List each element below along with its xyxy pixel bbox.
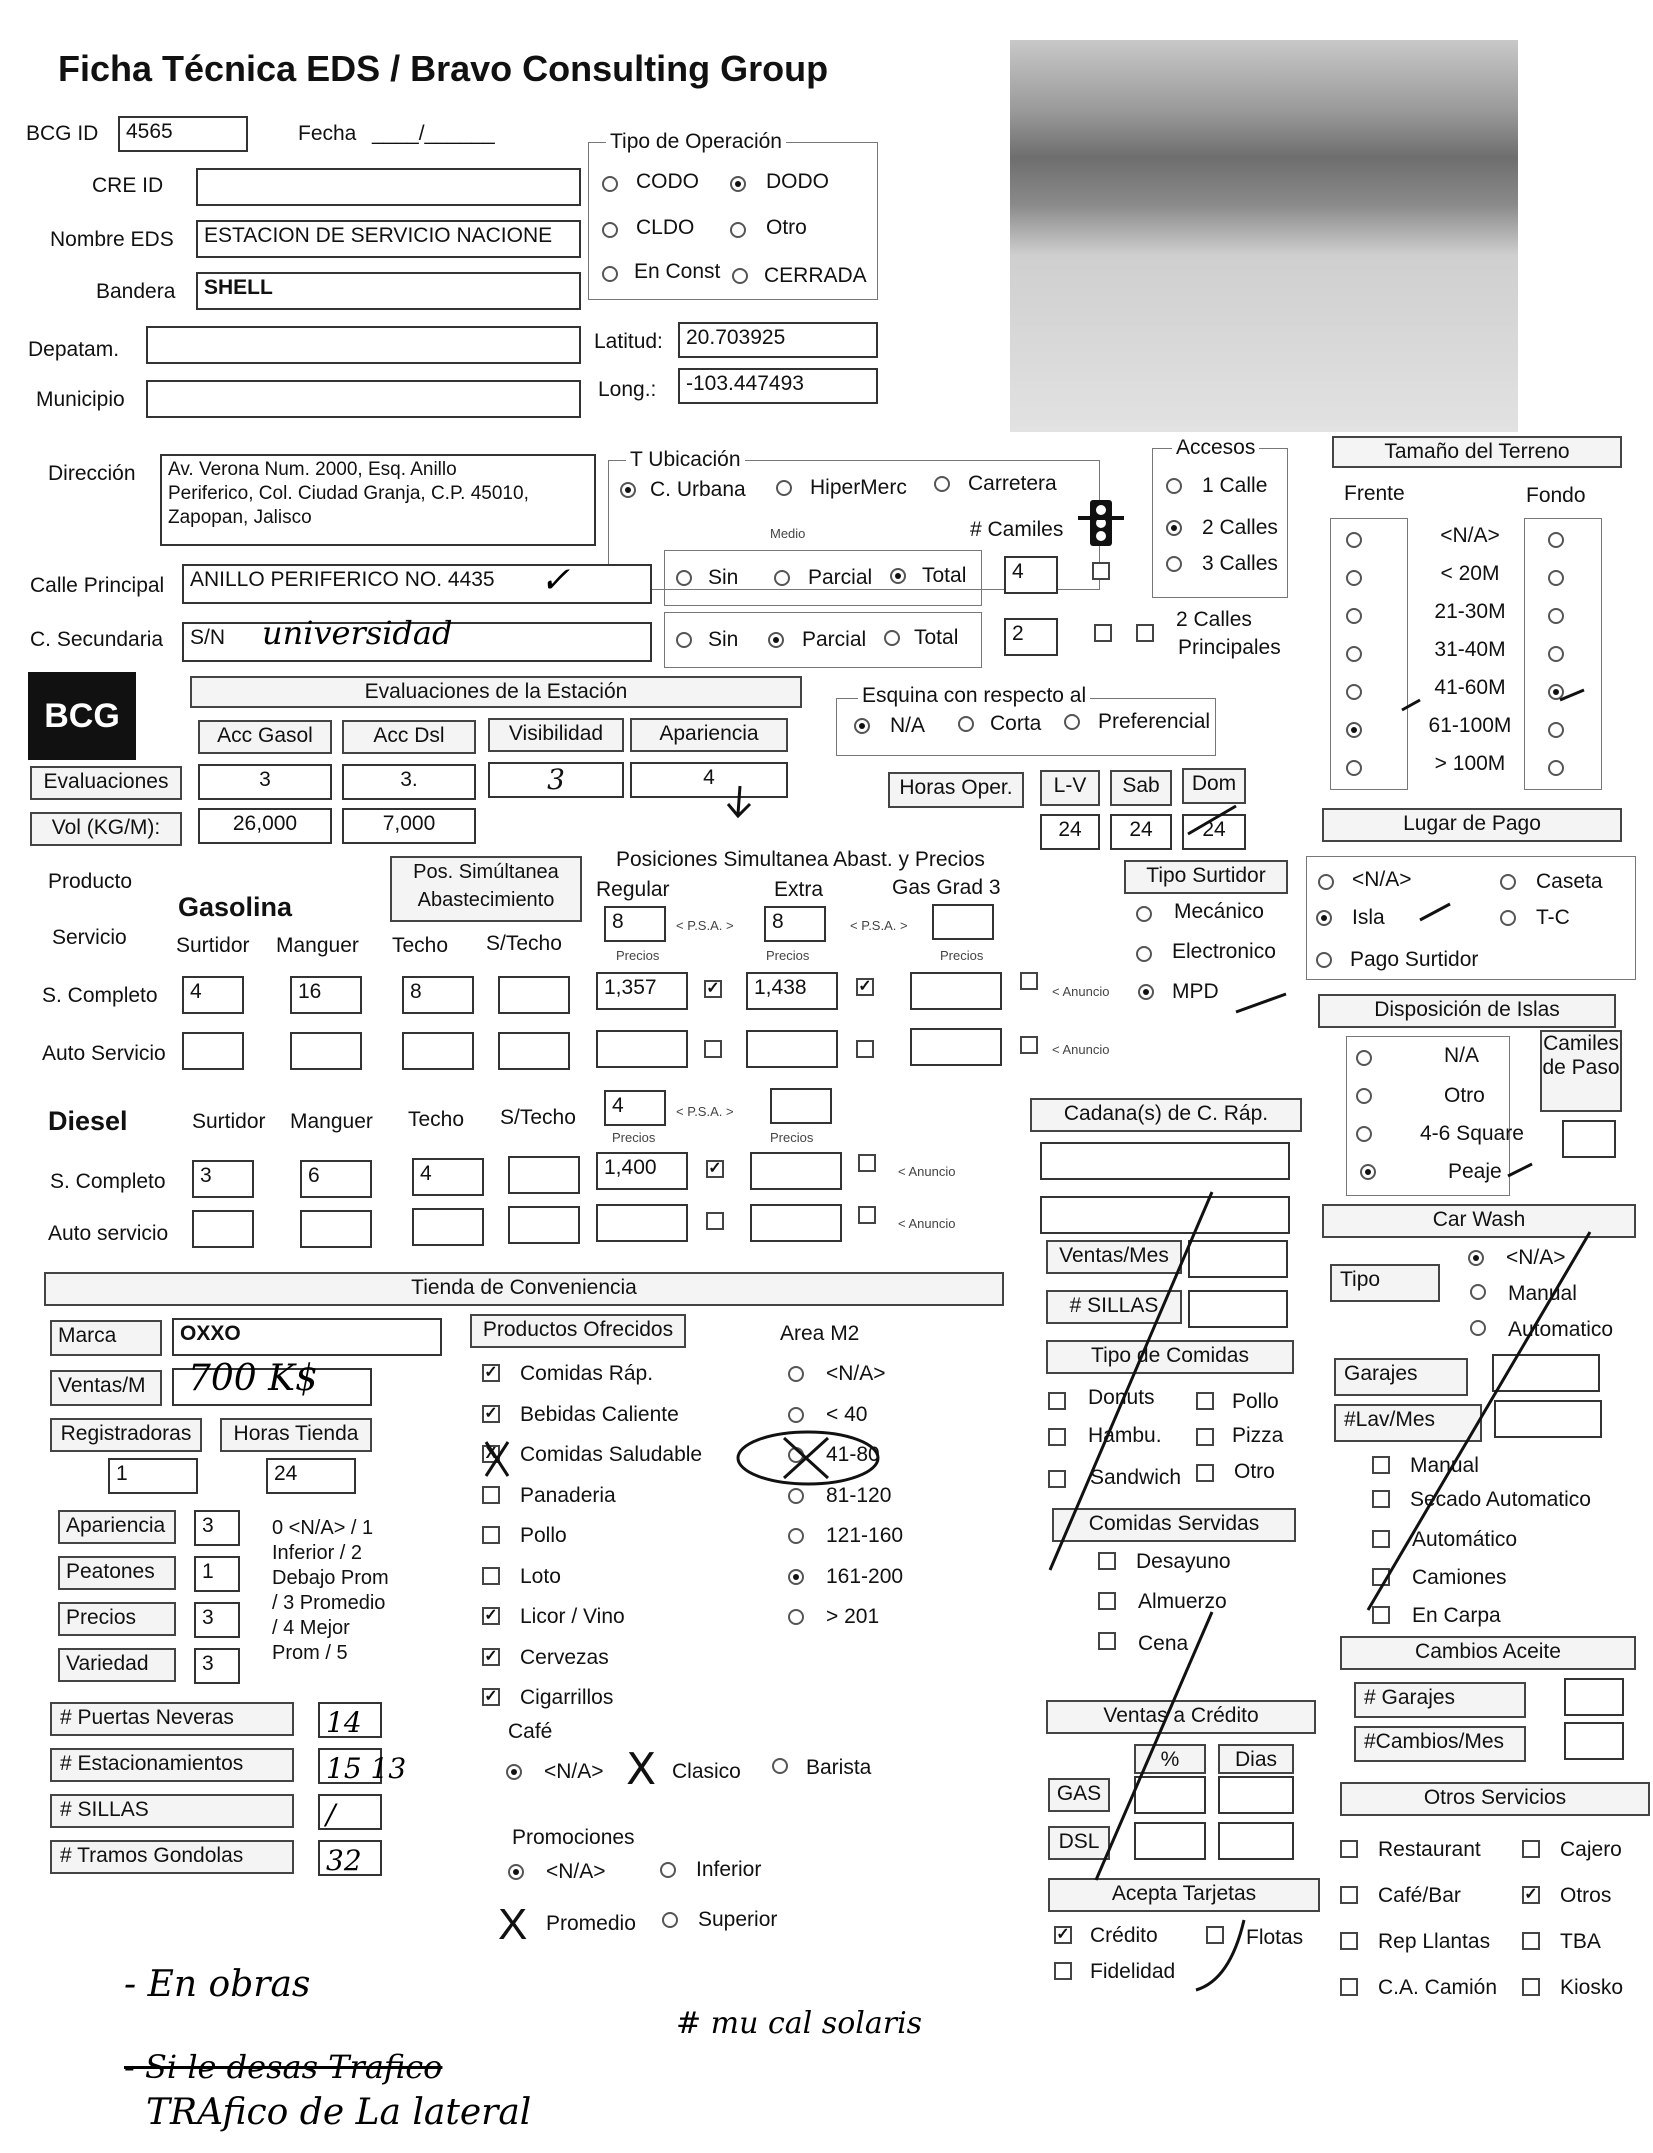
count-handwriting: / <box>326 1798 336 1831</box>
principal-num-field[interactable]: 4 <box>1004 556 1058 594</box>
otros-label: Otros <box>1560 1884 1612 1907</box>
area-label: 121-160 <box>826 1524 904 1547</box>
promo-inferior-label: Inferior <box>696 1858 762 1881</box>
producto-label: Comidas Saludable <box>520 1443 703 1466</box>
gas-as-label: Auto Servicio <box>42 1042 166 1065</box>
otros-label: Restaurant <box>1378 1838 1481 1861</box>
carwash-manual-label: Manual <box>1508 1282 1577 1305</box>
urbana-label: C. Urbana <box>650 478 746 501</box>
regular-label: Regular <box>596 878 670 901</box>
terreno-row-label: 41-60M <box>1434 676 1506 699</box>
cldo-label: CLDO <box>636 216 695 239</box>
rating-label: Variedad <box>58 1648 176 1682</box>
medio-label: Medio <box>770 526 806 541</box>
producto-label: Comidas Ráp. <box>520 1362 654 1385</box>
producto-label: Licor / Vino <box>520 1605 625 1628</box>
tienda-header: Tienda de Conveniencia <box>44 1272 1004 1306</box>
depto-label: Depatam. <box>28 338 120 361</box>
marca-field[interactable]: OXXO <box>172 1318 442 1356</box>
frente-label: Frente <box>1344 482 1405 505</box>
terreno-row-label: 31-40M <box>1434 638 1506 661</box>
disp-peaje-label: Peaje <box>1448 1160 1502 1183</box>
promo-promedio-label: Promedio <box>546 1912 636 1935</box>
rating-value[interactable]: 3 <box>194 1602 240 1638</box>
precios-label-extra: Precios <box>766 948 810 963</box>
accesos-label: Accesos <box>1172 436 1259 460</box>
pago-surtidor-label: Pago Surtidor <box>1350 948 1479 971</box>
tc-label: T-C <box>1536 906 1570 929</box>
cadena-header: Cadana(s) de C. Ráp. <box>1030 1098 1302 1132</box>
dsl-sc-label: S. Completo <box>50 1170 166 1193</box>
producto-label: Loto <box>520 1564 561 1588</box>
dsl-price[interactable]: 1,400 <box>596 1152 688 1190</box>
cafe-na-label: <N/A> <box>544 1760 604 1783</box>
anuncio-label: < Anuncio <box>1052 984 1110 999</box>
calle-secundaria-label: C. Secundaria <box>30 628 164 651</box>
esquina-preferencial-label: Preferencial <box>1098 710 1211 733</box>
direccion-line: Zapopan, Jalisco <box>168 507 312 528</box>
dsl-as-label: Auto servicio <box>48 1222 169 1245</box>
ubicacion-label: T Ubicación <box>626 448 745 472</box>
2-calles-principales-label: 2 Calles <box>1176 608 1252 631</box>
cw-automatico-label: Automático <box>1412 1528 1518 1551</box>
count-handwriting: 32 <box>326 1844 362 1877</box>
cambios-mes-label: #Cambios/Mes <box>1354 1726 1526 1762</box>
comidas-servidas-header: Comidas Servidas <box>1052 1508 1296 1542</box>
dsl-as-anuncio-label: < Anuncio <box>898 1216 956 1231</box>
sillas-label: # SILLAS <box>1046 1290 1182 1324</box>
promo-label: Promociones <box>512 1826 635 1849</box>
producto-label: Pollo <box>520 1524 567 1547</box>
count-label: # Tramos Gondolas <box>50 1840 294 1874</box>
cambios-garajes-label: # Garajes <box>1354 1682 1526 1718</box>
hipermerc-label: HiperMerc <box>810 476 907 499</box>
scale-line: Inferior / 2 <box>272 1542 363 1564</box>
servicio-label: Servicio <box>52 926 127 949</box>
dsl-price-checkbox[interactable]: ✓ <box>706 1160 724 1178</box>
cw-camiones-label: Camiones <box>1412 1566 1507 1589</box>
gasolina-title: Gasolina <box>178 892 293 922</box>
price-extra-checkbox[interactable]: ✓ <box>856 978 874 996</box>
long-label: Long.: <box>598 378 657 401</box>
producto-label: Producto <box>48 870 133 893</box>
ventas-m-label: Ventas/M <box>50 1370 162 1406</box>
dsl-sc-techo[interactable]: 4 <box>412 1158 484 1196</box>
eval-acc-gasol[interactable]: 3 <box>198 764 332 800</box>
bcg-id-field[interactable]: 4565 <box>118 116 248 152</box>
cerrada-label: CERRADA <box>764 264 867 287</box>
apariencia-header: Apariencia <box>630 718 788 752</box>
horas-lv[interactable]: 24 <box>1040 814 1100 850</box>
principal-total-label: Total <box>922 564 967 587</box>
horas-sab-header: Sab <box>1110 770 1172 806</box>
eval-acc-dsl[interactable]: 3. <box>342 764 476 800</box>
count-label: # Puertas Neveras <box>50 1702 294 1736</box>
dsl-stecho-col: S/Techo <box>500 1106 576 1129</box>
note-trafico-struck: - Si le desas Trafico <box>124 2048 443 2086</box>
diesel-title: Diesel <box>48 1106 128 1136</box>
disp-na-label: N/A <box>1444 1044 1480 1067</box>
precios-label-regular: Precios <box>616 948 660 963</box>
mecanico-label: Mecánico <box>1174 900 1264 923</box>
dsl-precios-label: Precios <box>612 1130 656 1145</box>
ventas-mes-label: Ventas/Mes <box>1046 1240 1182 1274</box>
terreno-row-label: 21-30M <box>1434 600 1506 623</box>
calle-principal-field[interactable]: ANILLO PERIFERICO NO. 4435 <box>182 564 652 604</box>
tipo-comidas-header: Tipo de Comidas <box>1046 1340 1294 1374</box>
acc-dsl-header: Acc Dsl <box>342 720 476 754</box>
dsl-psa-arrow: < P.S.A. > <box>676 1104 734 1119</box>
mpd-label: MPD <box>1172 980 1219 1003</box>
direccion-line: Av. Verona Num. 2000, Esq. Anillo <box>168 459 457 480</box>
cw-carpa-label: En Carpa <box>1412 1604 1501 1627</box>
posiciones-title: Posiciones Simultanea Abast. y Precios <box>616 848 985 871</box>
registradoras-field[interactable]: 1 <box>108 1458 198 1494</box>
credito-gas-label: GAS <box>1048 1778 1110 1812</box>
secundaria-num-field[interactable]: 2 <box>1004 618 1058 656</box>
carretera-label: Carretera <box>968 472 1057 495</box>
psa-extra[interactable]: 8 <box>764 906 826 942</box>
tarjeta-credito-label: Crédito <box>1090 1924 1158 1947</box>
credito-dias: Dias <box>1218 1744 1294 1774</box>
area-label: Area M2 <box>780 1322 860 1345</box>
vol-dsl[interactable]: 7,000 <box>342 808 476 844</box>
gas-sc-label: S. Completo <box>42 984 158 1007</box>
scale-line: Prom / 5 <box>272 1642 348 1664</box>
nombre-label: Nombre EDS <box>50 228 174 251</box>
otro-label: Otro <box>766 216 807 239</box>
fecha-label: Fecha <box>298 122 357 145</box>
dsl-techo-col: Techo <box>408 1108 465 1131</box>
cena-label: Cena <box>1138 1632 1189 1655</box>
tarjeta-credito-checkbox[interactable]: ✓ <box>1054 1926 1072 1944</box>
garajes-label: Garajes <box>1334 1358 1468 1396</box>
price-regular-checkbox[interactable]: ✓ <box>704 980 722 998</box>
rating-value[interactable]: 3 <box>194 1510 240 1546</box>
horas-tienda-label: Horas Tienda <box>220 1418 372 1452</box>
area-label: < 40 <box>826 1402 868 1426</box>
cafe-barista-label: Barista <box>806 1756 872 1779</box>
lav-mes-label: #Lav/Mes <box>1334 1404 1482 1442</box>
cafe-label: Café <box>508 1720 553 1743</box>
eval-visibilidad[interactable]: 3 <box>488 762 624 798</box>
producto-checkbox[interactable]: ✓ <box>482 1405 500 1423</box>
dsl-manguer-col: Manguer <box>290 1110 373 1133</box>
disposicion-header: Disposición de Islas <box>1318 994 1616 1028</box>
codo-label: CODO <box>636 170 699 193</box>
producto-label: Bebidas Caliente <box>520 1402 679 1426</box>
productos-header: Productos Ofrecidos <box>470 1314 686 1348</box>
promo-promedio-x-mark[interactable]: X <box>498 1900 528 1949</box>
producto-checkbox[interactable]: ✓ <box>482 1688 500 1706</box>
terreno-row-label: > 100M <box>1434 752 1506 775</box>
count-handwriting: 14 <box>326 1706 362 1739</box>
area-label: <N/A> <box>826 1362 886 1385</box>
disp-square-label: 4-6 Square <box>1420 1122 1524 1145</box>
direccion-label: Dirección <box>48 462 136 485</box>
municipio-label: Municipio <box>36 388 125 411</box>
otros-label: Kiosko <box>1560 1976 1624 1999</box>
nombre-field[interactable]: ESTACION DE SERVICIO NACIONE <box>196 220 581 258</box>
terreno-row-label: <N/A> <box>1440 524 1500 547</box>
gas-sc-techo[interactable]: 8 <box>402 976 474 1014</box>
acc-gasol-header: Acc Gasol <box>198 720 332 754</box>
principal-sin-label: Sin <box>708 566 739 589</box>
psa-regular[interactable]: 8 <box>604 906 666 942</box>
price-extra[interactable]: 1,438 <box>746 972 838 1010</box>
credito-dsl-label: DSL <box>1048 1826 1110 1860</box>
cre-label: CRE ID <box>92 174 164 197</box>
as-anuncio-label: < Anuncio <box>1052 1042 1110 1057</box>
bcg-logo: BCG <box>28 672 136 760</box>
donuts-label: Donuts <box>1088 1386 1155 1409</box>
dsl-sc-manguer[interactable]: 6 <box>300 1160 372 1198</box>
area-label: 81-120 <box>826 1483 892 1507</box>
eval-apariencia[interactable]: 4 <box>630 762 788 798</box>
dsl-anuncio-label: < Anuncio <box>898 1164 956 1179</box>
producto-checkbox[interactable]: X <box>482 1445 500 1463</box>
2-calles-principales-label2: Principales <box>1178 636 1281 659</box>
otros-label: Café/Bar <box>1378 1884 1461 1907</box>
producto-checkbox[interactable]: ✓ <box>482 1364 500 1382</box>
direccion-line: Periferico, Col. Ciudad Granja, C.P. 45010, <box>168 483 529 504</box>
camiles-de-paso: Camiles de Paso <box>1540 1030 1622 1112</box>
gas-sc-manguer[interactable]: 16 <box>290 976 362 1014</box>
registradoras-label: Registradoras <box>50 1418 202 1452</box>
sandwich-label: Sandwich <box>1090 1466 1182 1489</box>
calle-principal-label: Calle Principal <box>30 574 165 597</box>
camiles-label: # Camiles <box>970 518 1064 541</box>
dodo-label: DODO <box>766 170 829 193</box>
rating-value[interactable]: 3 <box>194 1648 240 1684</box>
scale-line: 0 <N/A> / 1 <box>272 1517 374 1539</box>
lugar-pago-header: Lugar de Pago <box>1322 808 1622 842</box>
count-handwriting: 15 13 <box>326 1752 407 1785</box>
producto-checkbox[interactable]: ✓ <box>482 1648 500 1666</box>
note-en-obras: - En obras <box>124 1964 311 2005</box>
vol-row-label: Vol (KG/M): <box>30 812 182 846</box>
cafe-clasico-x-mark[interactable]: X <box>626 1744 657 1795</box>
area-label: 41-80 <box>826 1443 880 1466</box>
tipo-operacion-label: Tipo de Operación <box>606 130 786 154</box>
1-calle-label: 1 Calle <box>1202 474 1268 497</box>
gas-techo-col: Techo <box>392 934 449 957</box>
secundaria-parcial-label: Parcial <box>802 628 867 651</box>
check-mark: ✓ <box>540 560 571 601</box>
esquina-corta-label: Corta <box>990 712 1042 735</box>
pago-na-label: <N/A> <box>1352 868 1412 891</box>
scale-line: / 4 Mejor <box>272 1617 350 1639</box>
almuerzo-label: Almuerzo <box>1138 1590 1227 1613</box>
lat-field[interactable]: 20.703925 <box>678 322 878 358</box>
carwash-na-label: <N/A> <box>1506 1246 1566 1269</box>
long-field[interactable]: -103.447493 <box>678 368 878 404</box>
count-label: # SILLAS <box>50 1794 294 1828</box>
horas-oper-label: Horas Oper. <box>888 772 1024 808</box>
rating-label: Peatones <box>58 1556 176 1590</box>
note-trafico-lateral: TRAfico de La lateral <box>146 2092 532 2133</box>
bandera-field[interactable]: SHELL <box>196 272 581 310</box>
electronico-label: Electronico <box>1172 940 1276 963</box>
price-regular[interactable]: 1,357 <box>596 972 688 1010</box>
isla-label: Isla <box>1352 906 1385 929</box>
otros-label: Cajero <box>1560 1838 1622 1861</box>
dsl-surtidor-col: Surtidor <box>192 1110 266 1133</box>
otros-header: Otros Servicios <box>1340 1782 1650 1816</box>
otros-label: TBA <box>1560 1930 1601 1953</box>
scale-line: Debajo Prom <box>272 1567 389 1589</box>
otros-label: Rep Llantas <box>1378 1930 1491 1953</box>
horas-sab[interactable]: 24 <box>1110 814 1172 850</box>
cambios-header: Cambios Aceite <box>1340 1636 1636 1670</box>
evaluaciones-title: Evaluaciones de la Estación <box>190 676 802 708</box>
pizza-label: Pizza <box>1232 1424 1284 1447</box>
tarjeta-fidelidad-label: Fidelidad <box>1090 1960 1176 1983</box>
fecha-field[interactable]: ____/______ <box>372 122 495 145</box>
carwash-tipo-label: Tipo <box>1330 1264 1440 1302</box>
producto-label: Cervezas <box>520 1645 609 1669</box>
2-calles-label: 2 Calles <box>1202 516 1278 539</box>
desayuno-label: Desayuno <box>1136 1550 1231 1573</box>
horas-dom-header: Dom <box>1182 768 1246 804</box>
esquina-label: Esquina con respecto al <box>858 684 1090 708</box>
area-label: 161-200 <box>826 1564 904 1588</box>
producto-label: Cigarrillos <box>520 1686 614 1709</box>
terreno-row-label: 61-100M <box>1428 714 1512 737</box>
count-label: # Estacionamientos <box>50 1748 294 1782</box>
promo-na-label: <N/A> <box>546 1860 606 1883</box>
gas-stecho-col: S/Techo <box>486 932 562 955</box>
bandera-label: Bandera <box>96 280 176 303</box>
otros-label: C.A. Camión <box>1378 1976 1498 1999</box>
page-title: Ficha Técnica EDS / Bravo Consulting Group <box>58 48 829 89</box>
cw-secado-label: Secado Automatico <box>1410 1488 1591 1511</box>
producto-label: Panaderia <box>520 1483 616 1507</box>
gas-sc-surtidor[interactable]: 4 <box>182 976 244 1014</box>
psa-arrow-regular: < P.S.A. > <box>676 918 734 933</box>
disp-otro-label: Otro <box>1444 1084 1485 1107</box>
tarjetas-header: Acepta Tarjetas <box>1048 1878 1320 1912</box>
cw-manual-label: Manual <box>1410 1454 1479 1477</box>
esquina-na-label: N/A <box>890 714 926 737</box>
bcg-id-label: BCG ID <box>26 122 99 145</box>
ventas-m-handwriting: 700 K$ <box>188 1358 318 1399</box>
otro-comida-label: Otro <box>1234 1460 1275 1483</box>
terreno-header: Tamaño del Terreno <box>1332 436 1622 468</box>
tipo-surtidor-header: Tipo Surtidor <box>1124 860 1288 894</box>
calle-secundaria-handwriting: universidad <box>262 614 453 652</box>
3-calles-label: 3 Calles <box>1202 552 1278 575</box>
lat-label: Latitud: <box>594 330 663 353</box>
area-label: > 201 <box>826 1605 880 1628</box>
precios-label-grad3: Precios <box>940 948 984 963</box>
gas-grad3-label: Gas Grad 3 <box>892 876 1001 899</box>
evaluaciones-row-label: Evaluaciones <box>30 766 182 800</box>
terreno-row-label: < 20M <box>1440 562 1500 585</box>
horas-lv-header: L-V <box>1040 770 1100 806</box>
horas-tienda-field[interactable]: 24 <box>266 1458 356 1494</box>
rating-value[interactable]: 1 <box>194 1556 240 1592</box>
pollo-label: Pollo <box>1232 1390 1279 1413</box>
marca-label: Marca <box>50 1320 162 1356</box>
vol-gasol[interactable]: 26,000 <box>198 808 332 844</box>
secundaria-sin-label: Sin <box>708 628 739 651</box>
rating-label: Precios <box>58 1602 176 1636</box>
principal-parcial-label: Parcial <box>808 566 873 589</box>
otros-checkbox[interactable]: ✓ <box>1522 1886 1540 1904</box>
fondo-label: Fondo <box>1526 484 1586 507</box>
hambu-label: Hambu. <box>1088 1424 1162 1447</box>
dsl-precios-label-2: Precios <box>770 1130 814 1145</box>
scale-line: / 3 Promedio <box>272 1592 386 1614</box>
tarjeta-flotas-label: Flotas <box>1246 1926 1304 1949</box>
pos-simultanea-header: Pos. Simúltanea Abastecimiento <box>390 856 582 922</box>
calle-secundaria-field[interactable]: S/N <box>182 622 652 662</box>
dsl-sc-surtidor[interactable]: 3 <box>192 1160 254 1198</box>
producto-checkbox[interactable]: ✓ <box>482 1607 500 1625</box>
carwash-auto-label: Automatico <box>1508 1318 1614 1341</box>
cafe-clasico-label: Clasico <box>672 1760 741 1783</box>
visibilidad-header: Visibilidad <box>488 718 624 752</box>
rating-label: Apariencia <box>58 1510 176 1544</box>
credito-pct: % <box>1134 1744 1206 1774</box>
credito-header: Ventas a Crédito <box>1046 1700 1316 1734</box>
note-mu-cal: # mu cal solaris <box>676 2006 923 2041</box>
secundaria-total-label: Total <box>914 626 959 649</box>
promo-superior-label: Superior <box>698 1908 778 1931</box>
dsl-psa[interactable]: 4 <box>604 1090 666 1126</box>
en-const-label: En Const <box>634 260 721 283</box>
gas-manguer-col: Manguer <box>276 934 359 957</box>
gas-surtidor-col: Surtidor <box>176 934 250 957</box>
psa-arrow-extra: < P.S.A. > <box>850 918 908 933</box>
horas-dom[interactable]: 24 <box>1182 814 1246 850</box>
extra-label: Extra <box>774 878 824 901</box>
carwash-header: Car Wash <box>1322 1204 1636 1238</box>
caseta-label: Caseta <box>1536 870 1603 893</box>
